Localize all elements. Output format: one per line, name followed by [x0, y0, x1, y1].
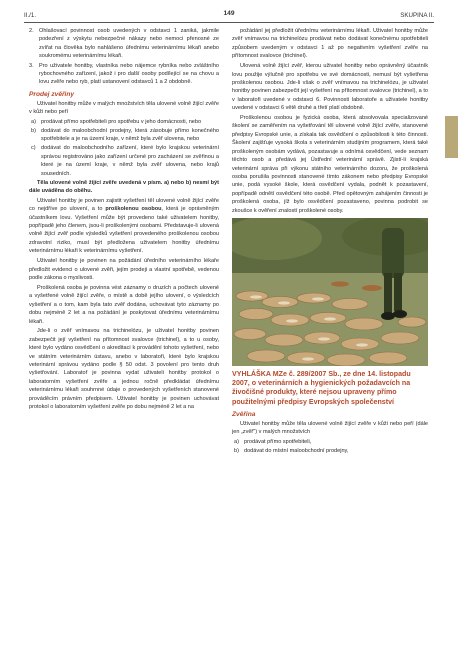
paragraph-text: Uživatel honitby je povinen zajistit vyšetření těl ulovené volně žijící zvěře co nejdříve po ulovení, a to: [29, 197, 219, 213]
page-number: 149: [223, 10, 235, 17]
item-number: 3.: [29, 62, 34, 69]
list-item: [29, 144, 219, 178]
paragraph-text: , která je oprávněným účastníkem lovu. Vyšetření může být provedeno také uživatelem honitby, popřípadě jeho členem, jsou-li proškolenými osobami. Představuje-li ulovená volně žijící zvěř podle výsledků vyšetření provedeného proškolenou osobou zdravotní riziko, musí být předložena uživatelem honitby úřednímu veterinárnímu lékaři k veterinárnímu vyšetření.: [29, 206, 219, 255]
item-letter: c): [31, 145, 36, 152]
numbered-item: [29, 62, 219, 87]
header-section-label: II./1.: [24, 12, 37, 19]
paragraph: Uživatel honitby může v malých množstvích těla ulovené volně žijící zvěře v kůži nebo peří: [29, 100, 219, 116]
item-text: dodávat do maloobchodní prodejny, která zásobuje přímo konečného spotřebitele a je na území kraje, v němž byla zvěř ulovena, nebo: [41, 128, 219, 143]
item-text: dodávat do místní maloobchodní prodejny,: [244, 447, 349, 454]
bold-paragraph: Těla ulovené volně žijící zvěře uvedená v písm. a) nebo b) nesmí být dále uváděna do oběhu.: [29, 179, 219, 194]
paragraph: [29, 197, 219, 256]
item-number: 2.: [29, 28, 34, 34]
header-rule: [24, 22, 434, 23]
item-text: dodávat do maloobchodního zařízení, které bylo krajskou veterinární správou registrováno jako zařízení určené pro zacházení se zvěřinou a které je na území kraje, v němž byla zvěř ulovena, nebo krajů sousedních.: [41, 145, 219, 177]
item-letter: b): [234, 447, 239, 454]
item-letter: a): [234, 439, 239, 446]
section-heading: Prodej zvěřiny: [29, 90, 75, 98]
numbered-item: [29, 27, 219, 61]
item-text: prodávat přímo spotřebiteli pro spotřebu v jeho domácnosti, nebo: [41, 119, 202, 126]
list-item: [29, 127, 219, 144]
list-item: [232, 438, 428, 446]
paragraph: požádání jej předložit úřednímu veterinárnímu lékaři. Uživatel honitby může zvěř vnímavou na trichinelózu prodávat nebo dodávat konečnému spotřebiteli způsobem uvedeným v odstavci 1 až po negativním vyšetření zvěře na přítomnost svalovce (trichinel).: [232, 28, 428, 60]
right-column: [232, 27, 428, 456]
paragraph: Proškolenou osobou je fyzická osoba, která absolvovala specializované školení se zaměřením na vyšetřování těl ulovené volně žijící zvěře, stanovené předpisy Evropské unie, a získala tak osvědčení o způsobilosti k této činnosti. Školení zajišťuje vysoká škola s veterinárním studijním programem, která také proškoleným osobám vydává, pozastavuje a odnímá osvědčení, vede seznam těchto osob a předává jej Ústřední veterinární správě. Zjistí-li krajská veterinární správa při výkonu státního veterinárního dozoru, že proškolená osoba porušila povinnosti stanovené tímto zákonem nebo předpisy Evropské unie, podá vysoké škole, která osvědčení vydala, podnět k pozastavení, popřípadě odnětí osvědčení této osobě. Před opětovným zahájením činnosti je proškolená osoba, jíž bylo osvědčení pozastaveno, povinna podrobit se zkoušce k ověření znalostí proškolené osoby.: [232, 115, 428, 214]
paragraph: Ulovená volně žijící zvěř, kterou uživatel honitby nebo oprávněný účastník lovu použije výlučně pro spotřebu ve své domácnosti, nemusí být vyšetřena proškolenou osobou. Jde-li však o zvěř vnímavou na trichinelózu, je uživatel honitby povinen zabezpečit její vyšetření na přítomnost svalovce (trichinel), a to v laboratoři uvedené v odstavci 6. Povinnosti laboratoře a uživatele honitby uvedené v odstavci 6 větě druhé a třetí platí obdobně.: [232, 63, 428, 112]
side-tab-marker: [445, 116, 458, 158]
paragraph: Jde-li o zvěř vnímavou na trichinelózu, je uživatel honitby povinen zabezpečit její vyšetření na přítomnost svalovce (trichinel), a to u osoby, které bylo vydáno osvědčení o akreditaci k provádění tohoto vyšetření, nebo ve státním veterinárním ústavu, anebo v laboratoři, které bylo krajskou veterinární správou vydáno podle § 50 odst. 3 povolení pro tento druh vyšetřování. Laboratoř je povinna vydat uživateli honitby protokol o laboratorním vyšetření zvěře a jednou ročně předkládat úřednímu veterinárnímu lékaři souhrnné údaje o provedených vyšetřeních stanovené prováděcím právním předpisem. Uživatel honitby je povinen uchovávat protokol o laboratorním vyšetření zvěře po dobu nejméně 2 let a na: [29, 328, 219, 411]
item-text: Ohlašovací povinnost osob uvedených v odstavci 1 zaniká, jakmile podezření z výskytu nebezpečné nákazy nebo nemoci přenosné ze zvířat na člověka bylo nahlášeno úřednímu veterinárnímu lékaři anebo soukromému veterinárnímu lékaři.: [39, 28, 219, 60]
item-letter: b): [31, 128, 36, 135]
list-item: [232, 447, 428, 455]
paragraph: Uživatel honitby je povinen na požádání úředního veterinárního lékaře předložit evidenci o ulovené zvěři, jejím prodeji a vlastní spotřebě, vedenou podle zákona o myslivosti.: [29, 258, 219, 281]
left-column: [29, 27, 219, 413]
hunting-photo: [232, 218, 428, 366]
section-heading: Zvěřina: [232, 410, 256, 418]
paragraph: Uživatel honitby může těla ulovené volně žijící zvěře v kůži nebo peří (dále jen „zvěř") v malých množstvích: [232, 420, 428, 436]
item-letter: a): [31, 119, 36, 126]
header-group-label: SKUPINA II.: [400, 12, 434, 19]
item-text: Pro uživatele honitby, vlastníka nebo nájemce rybníka nebo zvláštního rybochovného zařízení, jakož i pro další osoby podílející se na chovu a lovu zvěře nebo ryb, platí ustanovení odstavců 1 a 2 obdobně.: [39, 62, 219, 86]
page-header: [24, 12, 434, 22]
regulation-title: VYHLÁŠKA MZe č. 289/2007 Sb., ze dne 14. listopadu 2007, o veterinárních a hygienických požadavcích na živočišné produkty, které nejsou upraveny přímo použitelnými předpisy Evropských společenství: [232, 369, 411, 406]
bold-term: proškolenou osobou: [105, 206, 162, 213]
item-text: prodávat přímo spotřebiteli,: [244, 439, 312, 446]
list-item: [29, 118, 219, 126]
paragraph: Proškolená osoba je povinna vést záznamy o druzích a počtech ulovené a vyšetřené volně žijící zvěře, o místě a době jejího ulovení, o výsledcích vyšetření a o tom, kam byla tato zvěř dodána, uchovávat tyto záznamy po dobu nejméně 2 let a na požádání je poskytovat úřednímu veterinárnímu lékaři.: [29, 284, 219, 325]
photo-illustration: [232, 218, 428, 366]
